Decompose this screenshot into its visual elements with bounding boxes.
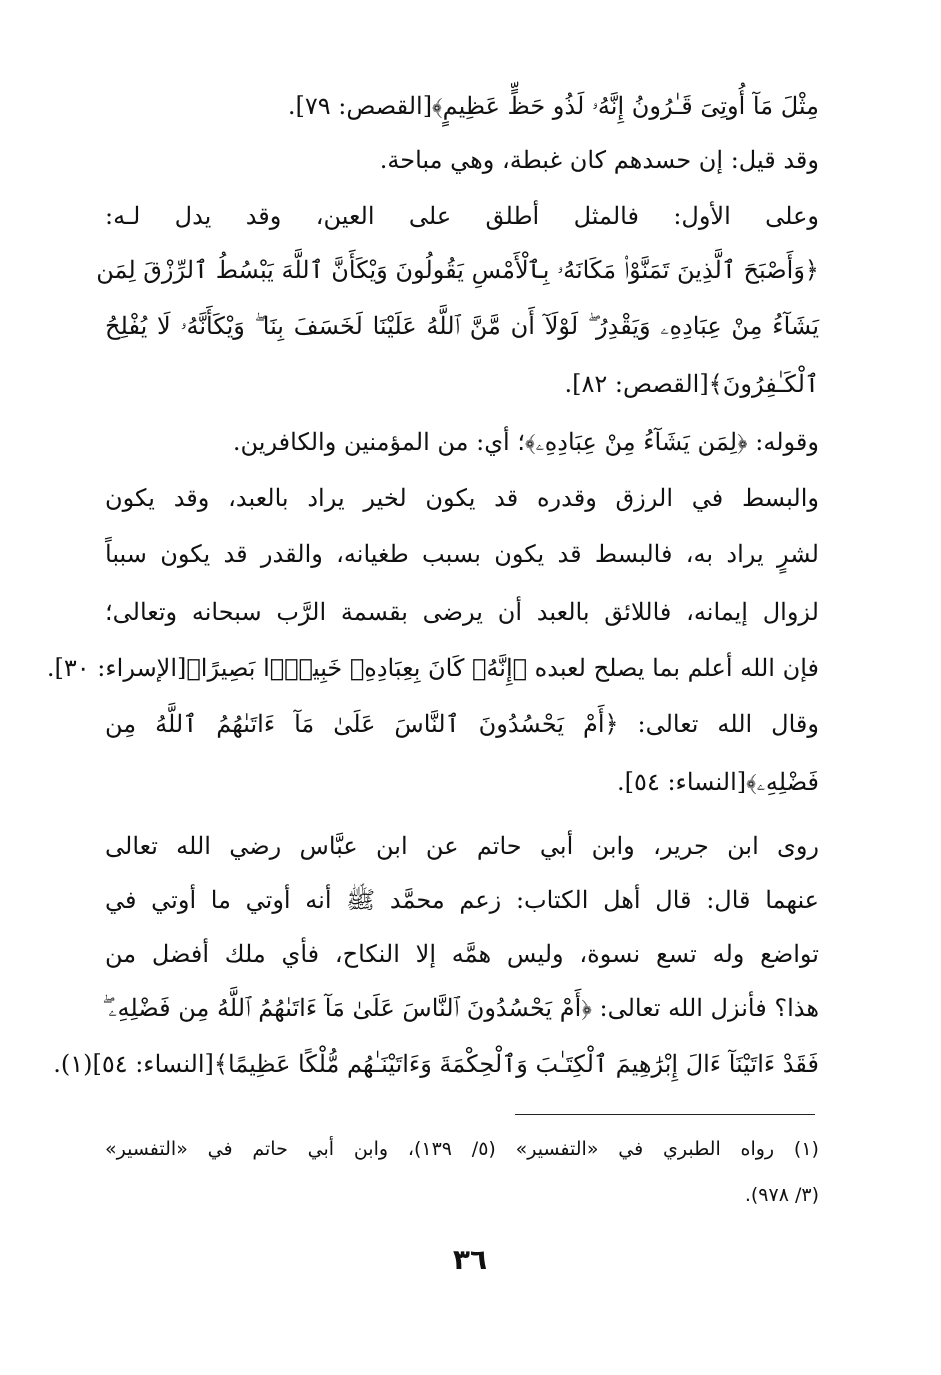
- footnote-line-1: (١) رواه الطبري في «التفسير» (٥/ ١٣٩)، وابن أبي حاتم في «التفسير»: [105, 1138, 819, 1160]
- text-line-1: مِثْلَ مَآ أُوتِىَ قَـٰرُونُ إِنَّهُۥ لَذُو حَظٍّ عَظِيمٍ﴾[القصص: ٧٩].: [287, 92, 819, 120]
- footnote-line-2: (٣/ ٩٧٨).: [744, 1184, 819, 1206]
- text-line-10: لزوال إيمانه، فاللائق بالعبد أن يرضى بقسمة الرَّب سبحانه وتعالى؛: [105, 598, 819, 626]
- footnote-divider: [515, 1114, 815, 1115]
- text-line-7: وقوله: ﴿لِمَن يَشَآءُ مِنْ عِبَادِهِۦ﴾؛ أي: من المؤمنين والكافرين.: [232, 428, 819, 456]
- text-line-18: فَقَدْ ءَاتَيْنَآ ءَالَ إِبْرَٰهِيمَ ٱلْكِتَـٰبَ وَٱلْحِكْمَةَ وَءَاتَيْنَـٰهُم مُّلْكًا عَظِيمًا﴾[النساء: ٥٤](١).: [53, 1050, 819, 1078]
- text-line-5: يَشَآءُ مِنْ عِبَادِهِۦ وَيَقْدِرُ ۖ لَوْلَآ أَن مَّنَّ ٱللَّهُ عَلَيْنَا لَخَسَفَ بِنَا ۖ وَيْكَأَنَّهُۥ لَا يُفْلِحُ: [105, 312, 819, 340]
- text-line-8: والبسط في الرزق وقدره قد يكون لخير يراد بالعبد، وقد يكون: [105, 484, 819, 512]
- text-line-12: وقال الله تعالى: ﴿أَمْ يَحْسُدُونَ ٱلنَّاسَ عَلَىٰ مَآ ءَاتَىٰهُمُ ٱللَّهُ مِن: [105, 710, 819, 738]
- text-line-2: وقد قيل: إن حسدهم كان غبطة، وهي مباحة.: [379, 146, 819, 174]
- page-number: ٣٦: [452, 1243, 488, 1276]
- text-line-13: فَضْلِهِۦ﴾[النساء: ٥٤].: [617, 768, 819, 796]
- text-line-3: وعلى الأول: فالمثل أطلق على العين، وقد يدل لـه:: [105, 202, 819, 230]
- text-line-6: ٱلْكَـٰفِرُونَ﴾[القصص: ٨٢].: [564, 370, 819, 398]
- text-line-4: ﴿وَأَصْبَحَ ٱلَّذِينَ تَمَنَّوْا۟ مَكَانَهُۥ بِٱلْأَمْسِ يَقُولُونَ وَيْكَأَنَّ ٱللَّهَ يَبْسُطُ ٱلرِّزْقَ لِمَن: [96, 256, 819, 284]
- text-line-14: روى ابن جرير، وابن أبي حاتم عن ابن عبَّاس رضي الله تعالى: [105, 832, 819, 860]
- text-line-16: تواضع وله تسع نسوة، وليس همَّه إلا النكاح، فأي ملك أفضل من: [105, 940, 819, 968]
- text-line-9: لشرٍ يراد به، فالبسط قد يكون بسبب طغيانه، والقدر قد يكون سبباً: [105, 540, 819, 568]
- text-line-17: هذا؟ فأنزل الله تعالى: ﴿أَمْ يَحْسُدُونَ ٱلنَّاسَ عَلَىٰ مَآ ءَاتَىٰهُمُ ٱللَّهُ مِن فَضْلِهِۦ ۖ: [102, 994, 819, 1022]
- text-line-15: عنهما قال: قال أهل الكتاب: زعم محمَّد ﷺ أنه أوتي ما أوتي في: [105, 886, 819, 914]
- text-line-11: فإن الله أعلم بما يصلح لعبده ﴿إِنَّهُۥ كَانَ بِعِبَادِهِۦ خَبِيرًۢا بَصِيرًا﴾[الإسراء: ٣٠].: [46, 654, 819, 682]
